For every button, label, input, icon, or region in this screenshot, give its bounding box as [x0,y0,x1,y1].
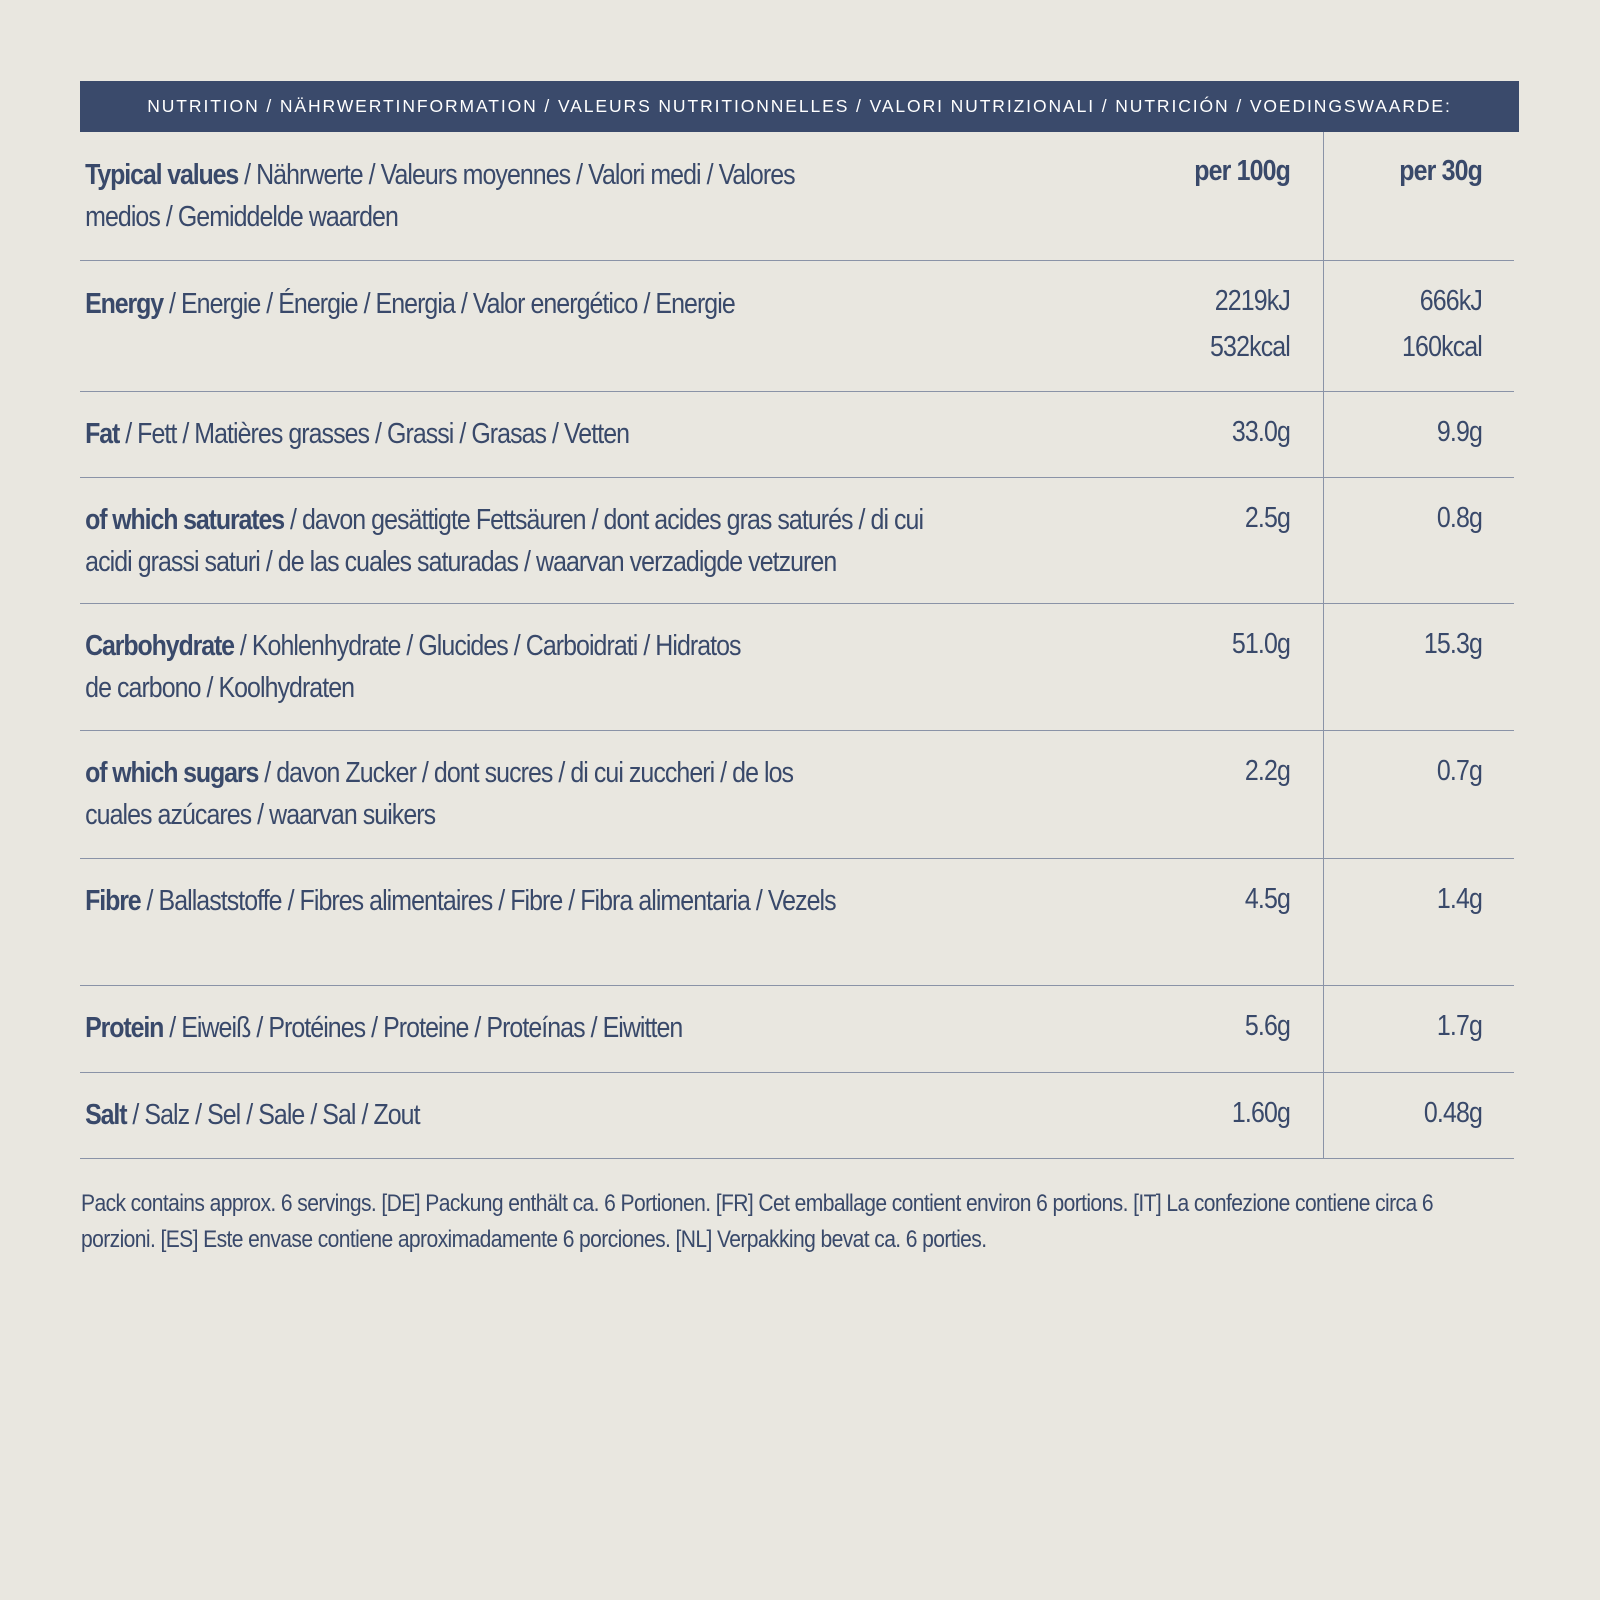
header-label-rest: / Nährwerte / Valeurs moyennes / Valori medi / Valores medios / Gemiddelde waarden [85,159,795,233]
value-30g-cell [1323,261,1514,391]
row-label [80,880,1148,985]
table-header-row [80,132,1514,261]
nutrition-table [80,132,1514,1159]
table-row-carbohydrate [80,604,1514,731]
row-label [80,752,1148,858]
header-label [80,154,1148,260]
servings-footnote: Pack contains approx. 6 servings. [DE] Packung enthält ca. 6 Portionen. [FR] Cet emballage contient environ 6 portions. [IT] La confezione contiene circa 6 porzioni. [ES] Este envase contiene aproximadamente 6 porciones. [NL] Verpakking bevat ca. 6 porties. [81,1190,1433,1253]
row-label-rest: / davon Zucker / dont sucres / di cui zuccheri / de los cuales azúcares / waarvan suikers [85,757,794,831]
row-label-rest: / Kohlenhydrate / Glucides / Carboidrati / Hidratos de carbono / Koolhydraten [85,630,741,704]
value-30g-kj: 666kJ [1419,285,1482,317]
value-30g: 0.7g [1436,755,1482,787]
table-row-protein [80,986,1514,1073]
value-30g-kcal: 160kcal [1402,331,1482,363]
value-100g: 5.6g [1244,1010,1290,1042]
value-30g-cell [1323,859,1514,985]
value-30g-cell [1323,604,1514,730]
row-label-bold: Salt [85,1099,127,1131]
row-label-bold: of which sugars [85,757,259,789]
table-row-saturates [80,478,1514,604]
value-100g: 4.5g [1244,883,1290,915]
nutrition-panel [80,81,1519,1159]
row-label-bold: Fat [85,418,120,450]
table-row-sugars [80,731,1514,859]
value-100g: 51.0g [1231,628,1290,660]
header-col-100: per 100g [1194,155,1290,187]
value-30g-cell [1323,1073,1514,1158]
value-30g-cell [1323,478,1514,603]
value-30g-cell [1323,392,1514,477]
row-label [80,413,1148,477]
row-label-rest: / Salz / Sel / Sale / Sal / Zout [126,1099,420,1131]
row-label [80,1094,1148,1158]
nutrition-banner: NUTRITION / NÄHRWERTINFORMATION / VALEURS NUTRITIONNELLES / VALORI NUTRIZIONALI / NUTRICIÓN / VOEDINGSWAARDE: [80,81,1519,132]
value-30g: 1.4g [1436,883,1482,915]
value-100g-kcal: 532kcal [1210,331,1290,363]
row-label [80,625,1148,730]
header-label-bold: Typical values [85,159,239,191]
value-30g-cell [1323,986,1514,1072]
value-30g: 15.3g [1423,628,1482,660]
header-col-30: per 30g [1399,155,1482,187]
row-label [80,283,1148,391]
value-30g: 9.9g [1436,416,1482,448]
table-row-salt [80,1073,1514,1159]
row-label-rest: / Eiweiß / Protéines / Proteine / Proteínas / Eiwitten [163,1012,683,1044]
table-row-fat [80,392,1514,478]
value-30g: 0.8g [1436,502,1482,534]
value-100g: 1.60g [1231,1097,1290,1129]
row-label-rest: / davon gesättigte Fettsäuren / dont acides gras saturés / di cui acidi grassi saturi / de las cuales saturadas / waarvan verzadigde vetzuren [85,504,924,578]
row-label-rest: / Ballaststoffe / Fibres alimentaires / Fibre / Fibra alimentaria / Vezels [140,885,836,917]
value-100g-kj: 2219kJ [1214,285,1290,317]
value-30g: 1.7g [1436,1010,1482,1042]
row-label-bold: Fibre [85,885,141,917]
row-label-bold: Energy [85,288,164,320]
row-label-bold: Protein [85,1012,164,1044]
row-label-bold: of which saturates [85,504,285,536]
row-label-rest: / Energie / Énergie / Energia / Valor energético / Energie [163,288,735,320]
row-label-rest: / Fett / Matières grasses / Grassi / Grasas / Vetten [119,418,630,450]
value-30g: 0.48g [1423,1097,1482,1129]
row-label [80,1007,1148,1072]
row-label [80,499,1148,603]
value-100g: 2.5g [1244,502,1290,534]
value-100g: 2.2g [1244,755,1290,787]
header-col-30-cell [1323,132,1514,260]
table-row-energy [80,261,1514,392]
table-row-fibre [80,859,1514,986]
row-label-bold: Carbohydrate [85,630,234,662]
value-100g: 33.0g [1231,416,1290,448]
value-30g-cell [1323,731,1514,858]
